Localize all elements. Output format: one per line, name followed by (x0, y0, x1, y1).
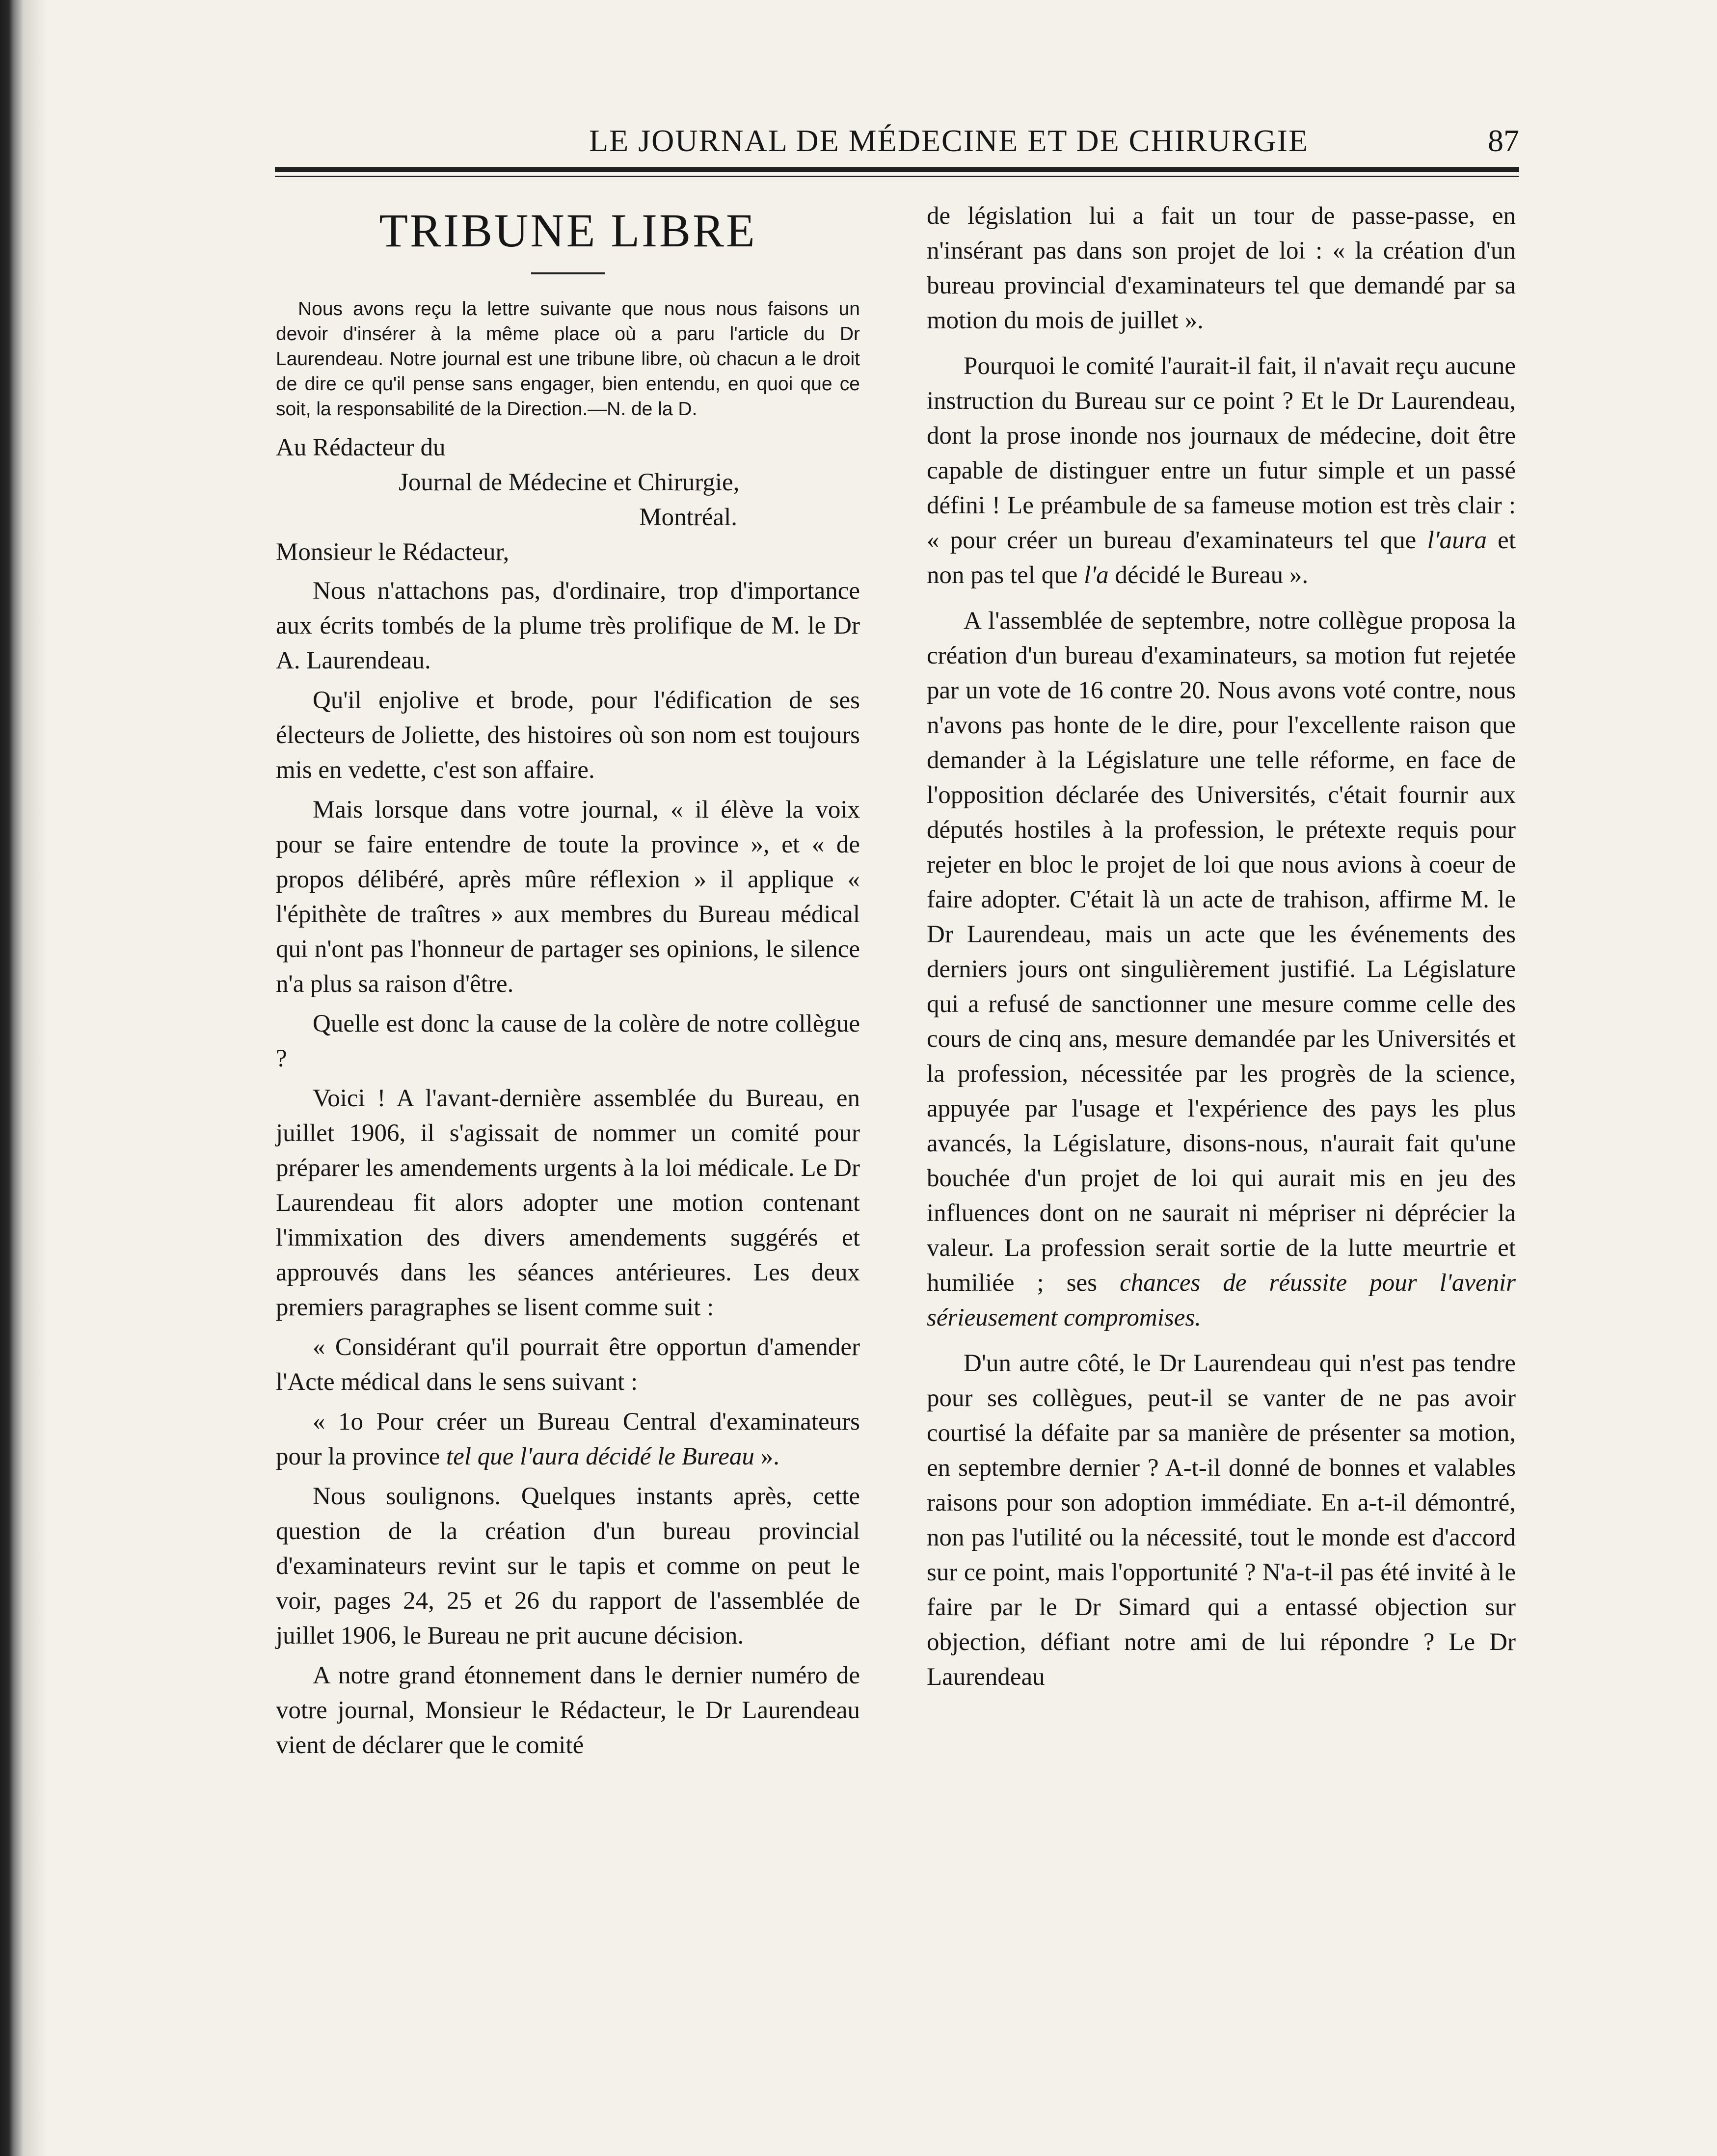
right-paragraph-3-emphasis: chances de réussite pour l'avenir sérieusement compromises. (927, 1269, 1516, 1331)
section-title: TRIBUNE LIBRE (379, 204, 757, 257)
left-column (276, 199, 860, 1768)
right-paragraph-2 (927, 349, 1516, 593)
right-paragraph-3-start: A l'assemblée de septembre, notre collègue proposa la création d'un bureau d'examinateurs, sa motion fut rejetée par un vote de 16 contre 20. Nous avons voté contre, nous n'avons pas honte de le dire, pour l'excellente raison que demander à la Législature une telle réforme, en face de l'opposition déclarée des Universités, c'était fournir aux députés hostiles à la profession, le prétexte requis pour rejeter en bloc le projet de loi que nous avions à coeur de faire adopter. C'était là un acte de trahison, affirme M. le Dr Laurendeau, mais un acte que les événements des derniers jours ont singulièrement justifié. La Législature qui a refusé de sanctionner une mesure comme celle des cours de cinq ans, mesure demandée par les Universités et la profession, nécessitée par les progrès de la science, appuyée par l'usage et l'expérience des pays les plus avancés, la Législature, disons-nous, n'aurait fait qu'une bouchée d'un projet de loi qui aurait mis en jeu des influences dont on ne saurait ni mépriser ni déprécier la valeur. La profession serait sortie de la lutte meurtrie et humiliée ; ses (927, 607, 1516, 1297)
paragraph-2: Qu'il enjolive et brode, pour l'édification de ses électeurs de Joliette, des histoires où son nom est toujours mis en vedette, c'est son affaire. (276, 687, 860, 784)
running-header (275, 118, 1519, 172)
quote-2-emphasis: tel que l'aura décidé le Bureau (446, 1443, 754, 1470)
scan-binding-edge (0, 0, 47, 2156)
paragraph-3: Mais lorsque dans votre journal, « il élève la voix pour se faire entendre de toute la province », et « de propos délibéré, après mûre réflexion » il applique « l'épithète de traîtres » aux membres du Bureau médical qui n'ont pas l'honneur de partager ses opinions, le silence n'a plus sa raison d'être. (276, 796, 860, 998)
right-paragraph-2-em-2: l'a (1084, 561, 1109, 589)
title-dash (531, 272, 605, 274)
paragraph-6: Nous soulignons. Quelques instants après, cette question de la création d'un bureau provincial d'examinateurs revint sur le tapis et comme on peut le voir, pages 24, 25 et 26 du rapport de l'assemblée de juillet 1906, le Bureau ne prit aucune décision. (276, 1483, 860, 1650)
right-paragraph-3 (927, 604, 1516, 1335)
address-line-1: Au Rédacteur du (276, 434, 446, 461)
editor-note: Nous avons reçu la lettre suivante que nous nous faisons un devoir d'insérer à la même place où a paru l'article du Dr Laurendeau. Notre journal est une tribune libre, où chacun a le droit de dire ce qu'il pense sans engager, bien entendu, en quoi que ce soit, la responsabilité de la Direction.—N. de la D. (276, 298, 860, 420)
right-paragraph-1: de législation lui a fait un tour de passe-passe, en n'insérant pas dans son projet de loi : « la création d'un bureau provincial d'examinateurs tel que demandé par sa motion du mois de juillet ». (927, 202, 1516, 334)
paragraph-4: Quelle est donc la cause de la colère de notre collègue ? (276, 1010, 860, 1072)
salutation: Monsieur le Rédacteur, (276, 538, 510, 566)
paragraph-1: Nous n'attachons pas, d'ordinaire, trop d'importance aux écrits tombés de la plume très prolifique de M. le Dr A. Laurendeau. (276, 577, 860, 674)
quote-2 (276, 1405, 860, 1474)
paragraph-7: A notre grand étonnement dans le dernier numéro de votre journal, Monsieur le Rédacteur, le Dr Laurendeau vient de déclarer que le comité (276, 1662, 860, 1759)
header-rule-thin (275, 176, 1519, 177)
address-line-3: Montréal. (639, 504, 737, 531)
header-rule-thick (275, 167, 1519, 172)
right-paragraph-2-mid: et non pas tel que (927, 527, 1516, 589)
address-line-2: Journal de Médecine et Chirurgie, (399, 469, 740, 496)
quote-2-start: « 1o Pour créer un Bureau Central d'examinateurs pour la province (276, 1408, 860, 1470)
page-number: 87 (1488, 123, 1519, 158)
paragraph-5: Voici ! A l'avant-dernière assemblée du Bureau, en juillet 1906, il s'agissait de nommer un comité pour préparer les amendements urgents à la loi médicale. Le Dr Laurendeau fit alors adopter une motion contenant l'immixation des divers amendements suggérés et approuvés dans les séances antérieures. Les deux premiers paragraphes se lisent comme suit : (276, 1085, 860, 1321)
quote-1: « Considérant qu'il pourrait être opportun d'amender l'Acte médical dans le sens suivant : (276, 1333, 860, 1396)
quote-2-end: ». (754, 1443, 779, 1470)
right-paragraph-2-end: décidé le Bureau ». (1108, 561, 1309, 589)
right-paragraph-4: D'un autre côté, le Dr Laurendeau qui n'est pas tendre pour ses collègues, peut-il se vanter de ne pas avoir courtisé la défaite par sa manière de présenter sa motion, en septembre dernier ? A-t-il donné de bonnes et valables raisons pour son adoption immédiate. En a-t-il démontré, non pas l'utilité ou la nécessité, tout le monde est d'accord sur ce point, mais l'opportunité ? N'a-t-il pas été invité à le faire par le Dr Simard qui a entassé objection sur objection, défiant notre ami de lui répondre ? Le Dr Laurendeau (927, 1350, 1516, 1691)
right-paragraph-2-em-1: l'aura (1427, 527, 1487, 554)
right-paragraph-2-start: Pourquoi le comité l'aurait-il fait, il n'avait reçu aucune instruction du Bureau sur ce point ? Et le Dr Laurendeau, dont la prose inonde nos journaux de médecine, doit être capable de distinguer entre un futur simple et un passé défini ! Le préambule de sa fameuse motion est très clair : « pour créer un bureau d'examinateurs tel que (927, 352, 1516, 554)
journal-title: LE JOURNAL DE MÉDECINE ET DE CHIRURGIE (589, 123, 1309, 158)
right-column (927, 199, 1516, 1700)
